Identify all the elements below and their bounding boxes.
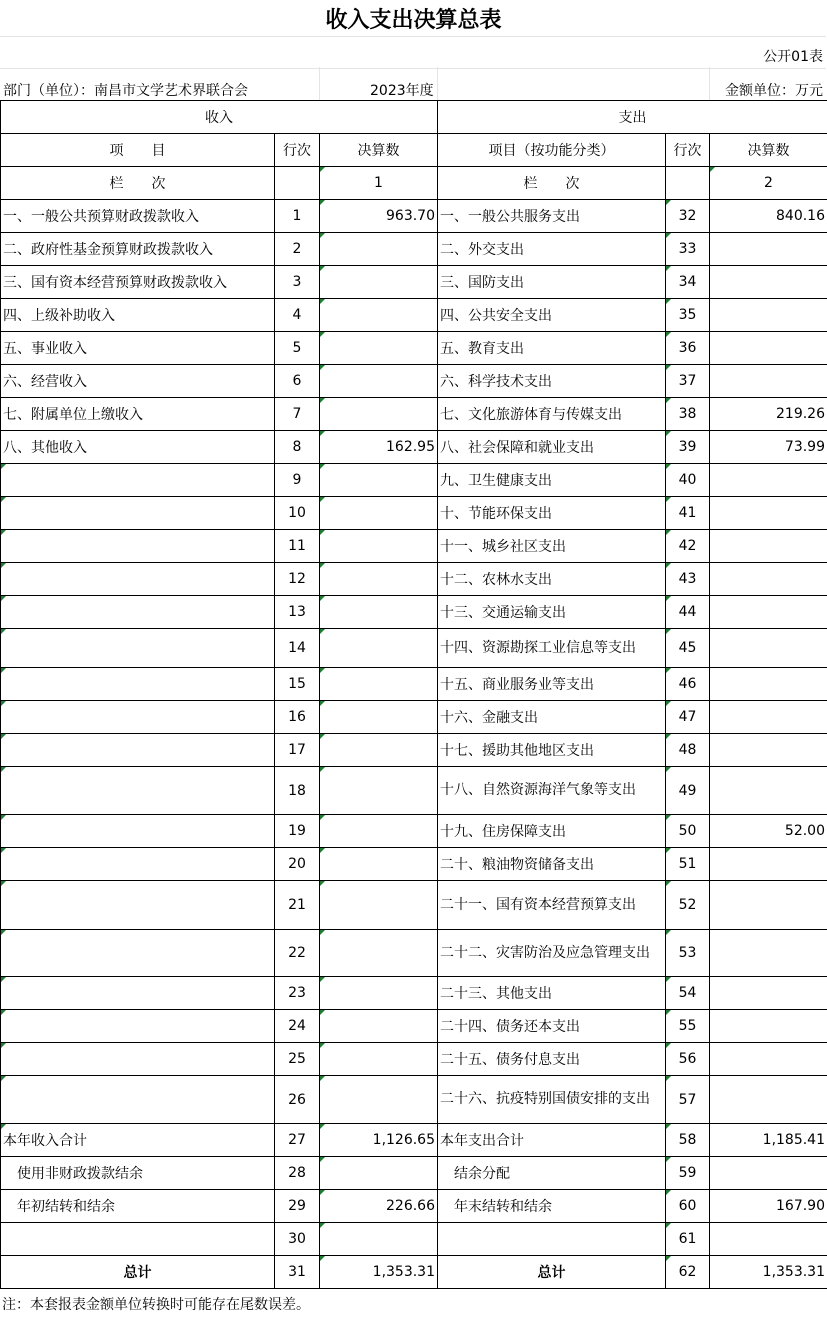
income-row-number: 27 xyxy=(275,1124,320,1157)
income-amount xyxy=(320,1043,438,1076)
income-amount xyxy=(320,497,438,530)
expense-item-label: 十三、交通运输支出 xyxy=(438,596,666,629)
income-amount xyxy=(320,734,438,767)
income-row-number: 3 xyxy=(275,266,320,299)
expense-item-label: 九、卫生健康支出 xyxy=(438,464,666,497)
income-row-number: 12 xyxy=(275,563,320,596)
expense-row-number: 32 xyxy=(666,200,710,233)
income-item-label: 五、事业收入 xyxy=(1,332,275,365)
fiscal-year: 2023年度 xyxy=(370,83,434,99)
table-row xyxy=(1,767,827,815)
expense-row-number: 36 xyxy=(666,332,710,365)
expense-amount xyxy=(710,881,827,930)
footnote: 注：本套报表金额单位转换时可能存在尾数误差。 xyxy=(2,1297,310,1313)
income-item-label xyxy=(1,1223,275,1256)
expense-row-number: 48 xyxy=(666,734,710,767)
expense-amount: 219.26 xyxy=(710,398,827,431)
expense-item-label: 本年支出合计 xyxy=(438,1124,666,1157)
expense-amount xyxy=(710,497,827,530)
expense-row-number: 33 xyxy=(666,233,710,266)
income-item-label xyxy=(1,815,275,848)
income-column-number: 1 xyxy=(320,167,438,200)
table-row xyxy=(1,365,827,398)
income-row-number: 16 xyxy=(275,701,320,734)
expense-amount xyxy=(710,332,827,365)
expense-row-number: 58 xyxy=(666,1124,710,1157)
expense-row-number: 55 xyxy=(666,1010,710,1043)
expense-item-label: 六、科学技术支出 xyxy=(438,365,666,398)
expense-item-label: 十二、农林水支出 xyxy=(438,563,666,596)
expense-amount-header: 决算数 xyxy=(710,134,827,167)
expense-amount: 73.99 xyxy=(710,431,827,464)
table-row xyxy=(1,332,827,365)
expense-item-label: 八、社会保障和就业支出 xyxy=(438,431,666,464)
expense-amount xyxy=(710,530,827,563)
expense-item-label: 二十四、债务还本支出 xyxy=(438,1010,666,1043)
expense-row-number: 37 xyxy=(666,365,710,398)
income-amount xyxy=(320,365,438,398)
income-amount: 1,353.31 xyxy=(320,1256,438,1289)
expense-row-number: 47 xyxy=(666,701,710,734)
expense-row-number: 40 xyxy=(666,464,710,497)
expense-item-label: 结余分配 xyxy=(438,1157,666,1190)
expense-item-label: 年末结转和结余 xyxy=(438,1190,666,1223)
income-row-number: 30 xyxy=(275,1223,320,1256)
header-row-columns xyxy=(1,134,827,167)
income-item-label xyxy=(1,977,275,1010)
income-row-number: 8 xyxy=(275,431,320,464)
expense-item-label: 二十、粮油物资储备支出 xyxy=(438,848,666,881)
table-row xyxy=(1,881,827,930)
expense-amount xyxy=(710,1223,827,1256)
income-item-label xyxy=(1,701,275,734)
income-item-label xyxy=(1,881,275,930)
income-amount xyxy=(320,930,438,977)
expense-row-number: 57 xyxy=(666,1076,710,1124)
expense-row-number: 49 xyxy=(666,767,710,815)
income-row-number: 22 xyxy=(275,930,320,977)
income-item-label: 三、国有资本经营预算财政拨款收入 xyxy=(1,266,275,299)
income-row-number: 28 xyxy=(275,1157,320,1190)
income-amount: 1,126.65 xyxy=(320,1124,438,1157)
report-title: 收入支出决算总表 xyxy=(325,7,502,33)
amount-unit: 金额单位：万元 xyxy=(725,83,823,99)
income-amount xyxy=(320,266,438,299)
expense-item-label: 三、国防支出 xyxy=(438,266,666,299)
expense-item-label: 十一、城乡社区支出 xyxy=(438,530,666,563)
expense-amount xyxy=(710,977,827,1010)
table-row xyxy=(1,431,827,464)
income-item-label xyxy=(1,1010,275,1043)
table-row xyxy=(1,815,827,848)
income-item-label xyxy=(1,464,275,497)
expense-row-number: 61 xyxy=(666,1223,710,1256)
expense-item-label: 二十五、债务付息支出 xyxy=(438,1043,666,1076)
expense-lanci-blank xyxy=(666,167,710,200)
income-row-number: 1 xyxy=(275,200,320,233)
expense-row-number: 51 xyxy=(666,848,710,881)
income-item-label xyxy=(1,497,275,530)
income-amount xyxy=(320,848,438,881)
income-amount xyxy=(320,1157,438,1190)
income-row-number: 23 xyxy=(275,977,320,1010)
income-row-number: 14 xyxy=(275,629,320,668)
table-row xyxy=(1,1043,827,1076)
income-amount xyxy=(320,1010,438,1043)
table-row xyxy=(1,497,827,530)
income-amount xyxy=(320,815,438,848)
expense-item-label: 十八、自然资源海洋气象等支出 xyxy=(438,767,666,815)
income-section-header: 收入 xyxy=(1,101,438,134)
expense-amount xyxy=(710,596,827,629)
expense-amount: 1,353.31 xyxy=(710,1256,827,1289)
income-amount xyxy=(320,1223,438,1256)
expense-item-label: 二十六、抗疫特别国债安排的支出 xyxy=(438,1076,666,1124)
expense-row-number: 50 xyxy=(666,815,710,848)
expense-row-number: 46 xyxy=(666,668,710,701)
table-row xyxy=(1,930,827,977)
expense-row-number: 39 xyxy=(666,431,710,464)
income-row-number: 9 xyxy=(275,464,320,497)
income-item-label xyxy=(1,930,275,977)
income-amount xyxy=(320,701,438,734)
expense-amount xyxy=(710,767,827,815)
income-amount: 963.70 xyxy=(320,200,438,233)
expense-item-label: 一、一般公共服务支出 xyxy=(438,200,666,233)
income-amount xyxy=(320,977,438,1010)
expense-row-number: 42 xyxy=(666,530,710,563)
income-item-label xyxy=(1,563,275,596)
income-item-label: 四、上级补助收入 xyxy=(1,299,275,332)
income-item-label: 八、其他收入 xyxy=(1,431,275,464)
expense-row-number: 53 xyxy=(666,930,710,977)
expense-row-number: 43 xyxy=(666,563,710,596)
income-amount xyxy=(320,299,438,332)
expense-amount: 52.00 xyxy=(710,815,827,848)
income-amount xyxy=(320,668,438,701)
income-row-number: 20 xyxy=(275,848,320,881)
income-amount-header: 决算数 xyxy=(320,134,438,167)
expense-row-number: 60 xyxy=(666,1190,710,1223)
income-row-number: 18 xyxy=(275,767,320,815)
expense-amount: 167.90 xyxy=(710,1190,827,1223)
expense-amount xyxy=(710,701,827,734)
expense-item-label xyxy=(438,1223,666,1256)
expense-item-label: 总计 xyxy=(438,1256,666,1289)
expense-amount: 1,185.41 xyxy=(710,1124,827,1157)
expense-item-label: 五、教育支出 xyxy=(438,332,666,365)
grid-line xyxy=(437,67,438,100)
income-row-number: 11 xyxy=(275,530,320,563)
table-row xyxy=(1,200,827,233)
expense-amount xyxy=(710,668,827,701)
expense-amount xyxy=(710,1076,827,1124)
table-row xyxy=(1,668,827,701)
expense-item-label: 十九、住房保障支出 xyxy=(438,815,666,848)
income-row-number: 19 xyxy=(275,815,320,848)
expense-item-label: 四、公共安全支出 xyxy=(438,299,666,332)
income-amount xyxy=(320,233,438,266)
grid-line xyxy=(319,67,320,100)
income-row-number: 5 xyxy=(275,332,320,365)
expense-amount: 840.16 xyxy=(710,200,827,233)
table-row xyxy=(1,563,827,596)
income-lanci-blank xyxy=(275,167,320,200)
income-row-number: 26 xyxy=(275,1076,320,1124)
expense-item-label: 二十三、其他支出 xyxy=(438,977,666,1010)
table-row xyxy=(1,629,827,668)
table-row xyxy=(1,398,827,431)
income-row-number: 17 xyxy=(275,734,320,767)
table-row xyxy=(1,299,827,332)
table-row xyxy=(1,734,827,767)
expense-amount xyxy=(710,563,827,596)
income-lanci-label: 栏 次 xyxy=(1,167,275,200)
expense-item-label: 十五、商业服务业等支出 xyxy=(438,668,666,701)
table-row xyxy=(1,1157,827,1190)
income-item-label xyxy=(1,668,275,701)
income-row-number: 29 xyxy=(275,1190,320,1223)
expense-column-number: 2 xyxy=(710,167,827,200)
income-amount xyxy=(320,767,438,815)
income-row-number: 21 xyxy=(275,881,320,930)
expense-amount xyxy=(710,266,827,299)
table-row xyxy=(1,233,827,266)
expense-row-number: 44 xyxy=(666,596,710,629)
expense-row-number: 56 xyxy=(666,1043,710,1076)
income-item-label: 年初结转和结余 xyxy=(1,1190,275,1223)
income-row-number: 24 xyxy=(275,1010,320,1043)
income-amount: 162.95 xyxy=(320,431,438,464)
expense-section-header: 支出 xyxy=(438,101,827,134)
income-item-label xyxy=(1,530,275,563)
expense-amount xyxy=(710,365,827,398)
expense-amount xyxy=(710,734,827,767)
table-row xyxy=(1,530,827,563)
income-amount xyxy=(320,596,438,629)
expense-amount xyxy=(710,1010,827,1043)
income-item-label xyxy=(1,629,275,668)
income-row-number: 31 xyxy=(275,1256,320,1289)
income-row-number: 25 xyxy=(275,1043,320,1076)
table-row xyxy=(1,1124,827,1157)
table-row xyxy=(1,701,827,734)
expense-amount xyxy=(710,1043,827,1076)
income-amount xyxy=(320,563,438,596)
table-row xyxy=(1,1256,827,1289)
expense-row-number: 45 xyxy=(666,629,710,668)
expense-item-header: 项目（按功能分类） xyxy=(438,134,666,167)
income-amount xyxy=(320,881,438,930)
expense-item-label: 十四、资源勘探工业信息等支出 xyxy=(438,629,666,668)
expense-row-number: 41 xyxy=(666,497,710,530)
department-label: 部门（单位）：南昌市文学艺术界联合会 xyxy=(3,83,248,99)
income-expense-table xyxy=(0,100,827,1289)
table-row xyxy=(1,1190,827,1223)
income-item-label xyxy=(1,596,275,629)
income-item-label: 本年收入合计 xyxy=(1,1124,275,1157)
income-item-label xyxy=(1,734,275,767)
income-item-label: 七、附属单位上缴收入 xyxy=(1,398,275,431)
income-amount xyxy=(320,1076,438,1124)
expense-item-label: 二、外交支出 xyxy=(438,233,666,266)
expense-row-number: 35 xyxy=(666,299,710,332)
expense-amount xyxy=(710,464,827,497)
header-row-lanci xyxy=(1,167,827,200)
income-rowno-header: 行次 xyxy=(275,134,320,167)
table-row xyxy=(1,977,827,1010)
blank-row xyxy=(0,36,826,69)
expense-row-number: 38 xyxy=(666,398,710,431)
income-item-header: 项 目 xyxy=(1,134,275,167)
expense-amount xyxy=(710,233,827,266)
table-row xyxy=(1,1076,827,1124)
income-item-label: 二、政府性基金预算财政拨款收入 xyxy=(1,233,275,266)
table-row xyxy=(1,1223,827,1256)
expense-row-number: 59 xyxy=(666,1157,710,1190)
income-amount xyxy=(320,332,438,365)
income-row-number: 10 xyxy=(275,497,320,530)
income-item-label: 一、一般公共预算财政拨款收入 xyxy=(1,200,275,233)
income-item-label: 六、经营收入 xyxy=(1,365,275,398)
income-item-label: 使用非财政拨款结余 xyxy=(1,1157,275,1190)
income-row-number: 2 xyxy=(275,233,320,266)
table-row xyxy=(1,464,827,497)
income-row-number: 4 xyxy=(275,299,320,332)
expense-row-number: 52 xyxy=(666,881,710,930)
table-row xyxy=(1,596,827,629)
expense-amount xyxy=(710,1157,827,1190)
income-amount xyxy=(320,530,438,563)
form-number: 公开01表 xyxy=(763,49,823,65)
income-item-label xyxy=(1,1043,275,1076)
expense-item-label: 二十二、灾害防治及应急管理支出 xyxy=(438,930,666,977)
income-row-number: 7 xyxy=(275,398,320,431)
table-row xyxy=(1,848,827,881)
expense-row-number: 54 xyxy=(666,977,710,1010)
income-item-label xyxy=(1,848,275,881)
expense-item-label: 十七、援助其他地区支出 xyxy=(438,734,666,767)
grid-line xyxy=(709,67,710,100)
expense-item-label: 十、节能环保支出 xyxy=(438,497,666,530)
expense-item-label: 七、文化旅游体育与传媒支出 xyxy=(438,398,666,431)
header-row-sections xyxy=(1,101,827,134)
income-item-label xyxy=(1,1076,275,1124)
income-amount xyxy=(320,398,438,431)
income-row-number: 6 xyxy=(275,365,320,398)
expense-amount xyxy=(710,930,827,977)
table-row xyxy=(1,266,827,299)
expense-amount xyxy=(710,848,827,881)
expense-amount xyxy=(710,299,827,332)
income-item-label xyxy=(1,767,275,815)
income-item-label: 总计 xyxy=(1,1256,275,1289)
expense-row-number: 62 xyxy=(666,1256,710,1289)
expense-item-label: 二十一、国有资本经营预算支出 xyxy=(438,881,666,930)
expense-row-number: 34 xyxy=(666,266,710,299)
expense-rowno-header: 行次 xyxy=(666,134,710,167)
table-row xyxy=(1,1010,827,1043)
income-row-number: 15 xyxy=(275,668,320,701)
income-amount: 226.66 xyxy=(320,1190,438,1223)
income-row-number: 13 xyxy=(275,596,320,629)
expense-lanci-label: 栏 次 xyxy=(438,167,666,200)
expense-item-label: 十六、金融支出 xyxy=(438,701,666,734)
expense-amount xyxy=(710,629,827,668)
income-amount xyxy=(320,464,438,497)
income-amount xyxy=(320,629,438,668)
